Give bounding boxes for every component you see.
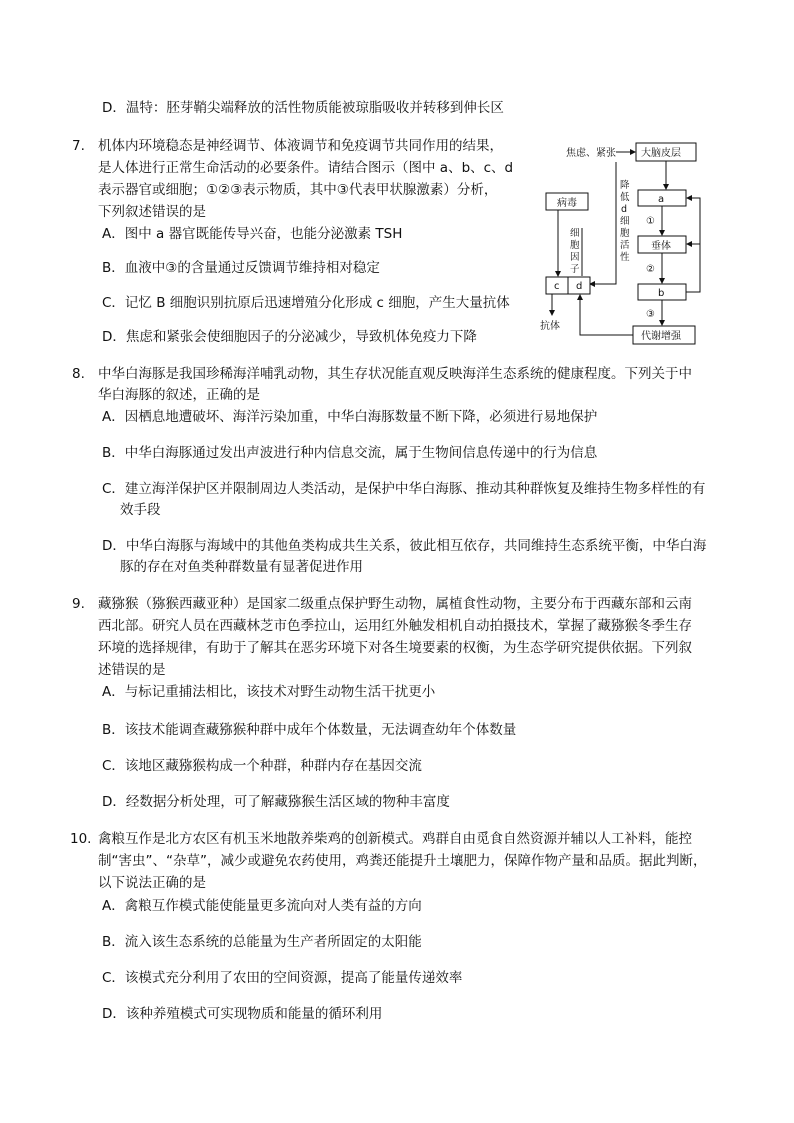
q10-stem-line-2: 制“害虫”、“杂草”，减少或避免农药使用，鸡粪还能提升土壤肥力，保障作物产量和品质。据此判断， bbox=[98, 853, 707, 869]
diagram-cytokine-text bbox=[570, 228, 580, 275]
q8-option-c-line-1: C．建立海洋保护区并限制周边人类活动，是保护中华白海豚、推动其种群恢复及维持生物多样性的有 bbox=[102, 481, 706, 497]
svg-text:降: 降 bbox=[620, 180, 630, 191]
q7-option-d: D．焦虑和紧张会使细胞因子的分泌减少，导致机体免疫力下降 bbox=[102, 329, 477, 345]
q7-stem-line-4: 下列叙述错误的是 bbox=[98, 204, 206, 220]
q8-option-d-line-2: 豚的存在对鱼类种群数量有显著促进作用 bbox=[120, 559, 363, 575]
svg-text:细: 细 bbox=[620, 216, 630, 227]
q7-stem-line-3: 表示器官或细胞；①②③表示物质，其中③代表甲状腺激素）分析， bbox=[98, 182, 498, 198]
svg-text:子: 子 bbox=[570, 264, 580, 275]
svg-text:细: 细 bbox=[570, 228, 580, 239]
q10-option-a: A．禽粮互作模式能使能量更多流向对人类有益的方向 bbox=[102, 898, 422, 914]
q6-option-d: D．温特：胚芽鞘尖端释放的活性物质能被琼脂吸收并转移到伸长区 bbox=[102, 100, 504, 116]
q7-regulation-diagram bbox=[540, 140, 720, 350]
q10-stem-line-1: 禽粮互作是北方农区有机玉米地散养柴鸡的创新模式。鸡群自由觅食自然资源并辅以人工补料，能控 bbox=[98, 831, 692, 847]
svg-text:d: d bbox=[621, 204, 628, 215]
svg-text:低: 低 bbox=[620, 192, 630, 203]
arrow-metabolism-to-d bbox=[580, 295, 633, 335]
diagram-lower-d-text bbox=[620, 179, 630, 263]
q8-stem-line-1: 中华白海豚是我国珍稀海洋哺乳动物，其生存状况能直观反映海洋生态系统的健康程度。下列关于中 bbox=[98, 366, 692, 382]
q9-stem-line-3: 环境的选择规律，有助于了解其在恶劣环境下对各生境要素的权衡，为生态学研究提供依据。下列叙 bbox=[98, 640, 692, 656]
q9-stem-line-2: 西北部。研究人员在西藏林芝市色季拉山，运用红外触发相机自动拍摄技术，掌握了藏猕猴冬季生存 bbox=[98, 618, 692, 634]
q9-option-a: A．与标记重捕法相比，该技术对野生动物生活干扰更小 bbox=[102, 684, 436, 700]
q8-number: 8. bbox=[72, 366, 85, 382]
svg-text:胞: 胞 bbox=[620, 228, 630, 239]
diagram-substance-1: ① bbox=[646, 216, 655, 227]
svg-text:胞: 胞 bbox=[570, 240, 580, 251]
diagram-pituitary-label: 垂体 bbox=[651, 241, 671, 252]
arrow-cortex-to-d bbox=[590, 162, 616, 284]
q10-option-b: B．流入该生态系统的总能量为生产者所固定的太阳能 bbox=[102, 934, 422, 950]
diagram-metabolism-label: 代谢增强 bbox=[641, 331, 681, 342]
diagram-a-label: a bbox=[658, 194, 665, 205]
q7-option-b: B．血液中③的含量通过反馈调节维持相对稳定 bbox=[102, 260, 380, 276]
svg-text:活: 活 bbox=[620, 240, 630, 251]
diagram-b-label: b bbox=[658, 288, 665, 299]
q7-option-c: C．记忆 B 细胞识别抗原后迅速增殖分化形成 c 细胞，产生大量抗体 bbox=[102, 295, 510, 311]
diagram-substance-2: ② bbox=[646, 264, 655, 275]
diagram-anxiety-label: 焦虑、紧张 bbox=[566, 148, 616, 159]
feedback-line-right bbox=[686, 198, 700, 292]
q8-option-c-line-2: 效手段 bbox=[120, 502, 161, 518]
q10-option-d: D．该种养殖模式可实现物质和能量的循环利用 bbox=[102, 1006, 383, 1022]
svg-text:因: 因 bbox=[570, 252, 580, 263]
q8-stem-line-2: 华白海豚的叙述，正确的是 bbox=[98, 387, 260, 403]
diagram-cortex-label: 大脑皮层 bbox=[641, 148, 681, 159]
q9-option-c: C．该地区藏猕猴构成一个种群，种群内存在基因交流 bbox=[102, 758, 422, 774]
q9-option-b: B．该技术能调查藏猕猴种群中成年个体数量，无法调查幼年个体数量 bbox=[102, 722, 517, 738]
q8-option-b: B．中华白海豚通过发出声波进行种内信息交流，属于生物间信息传递中的行为信息 bbox=[102, 445, 598, 461]
q9-stem-line-1: 藏猕猴（猕猴西藏亚种）是国家二级重点保护野生动物，属植食性动物，主要分布于西藏东部和云南 bbox=[98, 596, 692, 612]
diagram-c-label: c bbox=[554, 281, 560, 292]
q7-option-a: A．图中 a 器官既能传导兴奋，也能分泌激素 TSH bbox=[102, 226, 403, 242]
diagram-antibody-label: 抗体 bbox=[540, 321, 560, 332]
svg-text:性: 性 bbox=[620, 252, 630, 263]
q7-stem-line-1: 机体内环境稳态是神经调节、体液调节和免疫调节共同作用的结果， bbox=[98, 138, 503, 154]
diagram-d-label: d bbox=[576, 281, 583, 292]
q8-option-a: A．因栖息地遭破坏、海洋污染加重，中华白海豚数量不断下降，必须进行易地保护 bbox=[102, 409, 598, 425]
q9-option-d: D．经数据分析处理，可了解藏猕猴生活区域的物种丰富度 bbox=[102, 794, 450, 810]
q10-option-c: C．该模式充分利用了农田的空间资源，提高了能量传递效率 bbox=[102, 970, 463, 986]
q7-number: 7. bbox=[72, 138, 85, 154]
q10-stem-line-3: 以下说法正确的是 bbox=[98, 875, 206, 891]
q10-number: 10. bbox=[70, 831, 92, 847]
q8-option-d-line-1: D．中华白海豚与海域中的其他鱼类构成共生关系，彼此相互依存，共同维持生态系统平衡，中华白海 bbox=[102, 538, 707, 554]
q7-stem-line-2: 是人体进行正常生命活动的必要条件。请结合图示（图中 a、b、c、d bbox=[98, 160, 514, 176]
diagram-virus-label: 病毒 bbox=[557, 198, 577, 209]
q9-number: 9. bbox=[72, 596, 85, 612]
q9-stem-line-4: 述错误的是 bbox=[98, 662, 166, 678]
diagram-substance-3: ③ bbox=[646, 309, 655, 320]
